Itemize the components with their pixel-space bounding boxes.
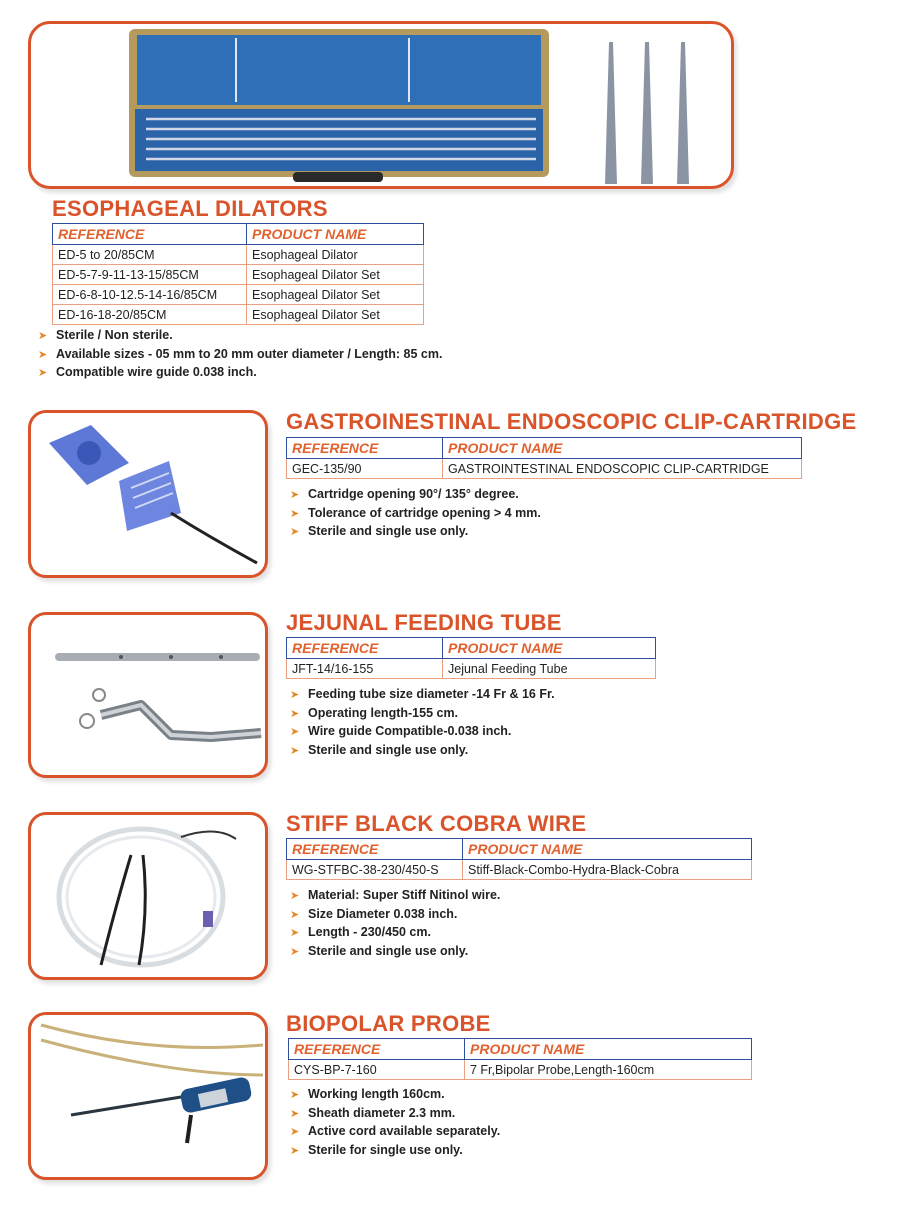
reference-cell: ED-5 to 20/85CM — [53, 245, 247, 265]
list-item: ➤ Cartridge opening 90°/ 135° degree. — [290, 485, 541, 504]
table-header-row — [287, 839, 752, 860]
bipolar-probe-features — [290, 1085, 500, 1160]
list-item: ➤ Material: Super Stiff Nitinol wire. — [290, 886, 500, 905]
arrow-bullet-icon: ➤ — [290, 890, 300, 902]
list-item: ➤ Operating length-155 cm. — [290, 704, 555, 723]
list-item: ➤ Available sizes - 05 mm to 20 mm outer diameter / Length: 85 cm. — [38, 345, 442, 364]
list-item: ➤ Wire guide Compatible-0.038 inch. — [290, 722, 555, 741]
arrow-bullet-icon: ➤ — [38, 367, 48, 380]
cobra-wire-image — [28, 812, 268, 980]
arrow-bullet-icon: ➤ — [290, 689, 300, 701]
jejunal-feeding-tube-image — [28, 612, 268, 778]
arrow-bullet-icon: ➤ — [38, 330, 48, 342]
product-name-cell: Jejunal Feeding Tube — [443, 659, 656, 679]
reference-cell: WG-STFBC-38-230/450-S — [287, 860, 463, 880]
coiled-wire-illustration — [31, 815, 265, 977]
reference-cell: ED-5-7-9-11-13-15/85CM — [53, 265, 247, 285]
table-row — [53, 305, 424, 325]
column-header-reference: REFERENCE — [53, 224, 247, 245]
list-item: ➤ Size Diameter 0.038 inch. — [290, 905, 500, 924]
bipolar-probe-image — [28, 1012, 268, 1180]
list-item: ➤ Feeding tube size diameter -14 Fr & 16 Fr. — [290, 685, 555, 704]
reference-cell: ED-16-18-20/85CM — [53, 305, 247, 325]
arrow-bullet-icon: ➤ — [290, 1126, 300, 1139]
column-header-product-name: PRODUCT NAME — [247, 224, 424, 245]
feeding-tube-illustration — [31, 615, 265, 775]
table-row — [53, 285, 424, 305]
table-row — [53, 265, 424, 285]
table-row — [53, 245, 424, 265]
list-item: ➤ Sterile / Non sterile. — [38, 326, 442, 345]
column-header-reference: REFERENCE — [287, 438, 443, 459]
section-title-clip-cartridge: GASTROINESTINAL ENDOSCOPIC CLIP-CARTRIDGE — [286, 409, 857, 434]
arrow-bullet-icon: ➤ — [290, 745, 300, 758]
product-name-cell: Esophageal Dilator Set — [247, 285, 424, 305]
product-name-cell: Esophageal Dilator Set — [247, 305, 424, 325]
section-title-esophageal-dilators: ESOPHAGEAL DILATORS — [52, 196, 328, 221]
dilator-case-illustration — [31, 24, 731, 186]
list-item: ➤ Sterile and single use only. — [290, 942, 500, 961]
list-item: ➤ Sheath diameter 2.3 mm. — [290, 1104, 500, 1123]
clip-cartridge-features — [290, 485, 541, 541]
list-item: ➤ Sterile and single use only. — [290, 741, 555, 760]
product-name-cell: GASTROINTESTINAL ENDOSCOPIC CLIP-CARTRIDGE — [443, 459, 802, 479]
arrow-bullet-icon: ➤ — [290, 946, 300, 959]
column-header-reference: REFERENCE — [287, 839, 463, 860]
clip-cartridge-table — [286, 437, 802, 479]
arrow-bullet-icon: ➤ — [290, 1145, 300, 1158]
arrow-bullet-icon: ➤ — [290, 908, 300, 921]
list-item: ➤ Active cord available separately. — [290, 1122, 500, 1141]
list-item: ➤ Length - 230/450 cm. — [290, 923, 500, 942]
bipolar-probe-table — [288, 1038, 752, 1080]
arrow-bullet-icon: ➤ — [290, 1107, 300, 1120]
arrow-bullet-icon: ➤ — [290, 726, 300, 739]
list-item: ➤ Sterile for single use only. — [290, 1141, 500, 1160]
esophageal-dilators-features — [38, 326, 442, 382]
reference-cell: GEC-135/90 — [287, 459, 443, 479]
table-header-row — [287, 638, 656, 659]
list-item: ➤ Compatible wire guide 0.038 inch. — [38, 363, 442, 382]
list-item: ➤ Sterile and single use only. — [290, 522, 541, 541]
cobra-wire-features — [290, 886, 500, 961]
arrow-bullet-icon: ➤ — [290, 927, 300, 940]
reference-cell: ED-6-8-10-12.5-14-16/85CM — [53, 285, 247, 305]
jejunal-feeding-tube-features — [290, 685, 555, 760]
table-row — [289, 1060, 752, 1080]
product-name-cell: Esophageal Dilator Set — [247, 265, 424, 285]
clip-cartridge-image — [28, 410, 268, 578]
column-header-product-name: PRODUCT NAME — [463, 839, 752, 860]
arrow-bullet-icon: ➤ — [38, 348, 48, 361]
section-title-bipolar-probe: BIOPOLAR PROBE — [286, 1011, 491, 1036]
arrow-bullet-icon: ➤ — [290, 526, 300, 539]
arrow-bullet-icon: ➤ — [290, 507, 300, 520]
column-header-product-name: PRODUCT NAME — [443, 638, 656, 659]
esophageal-dilators-table — [52, 223, 424, 325]
product-name-cell: 7 Fr,Bipolar Probe,Length-160cm — [465, 1060, 752, 1080]
table-header-row — [287, 438, 802, 459]
column-header-reference: REFERENCE — [289, 1039, 465, 1060]
clip-cartridge-illustration — [31, 413, 265, 575]
jejunal-feeding-tube-table — [286, 637, 656, 679]
list-item: ➤ Tolerance of cartridge opening > 4 mm. — [290, 504, 541, 523]
section-title-cobra-wire: STIFF BLACK COBRA WIRE — [286, 811, 587, 836]
column-header-product-name: PRODUCT NAME — [443, 438, 802, 459]
arrow-bullet-icon: ➤ — [290, 707, 300, 720]
column-header-reference: REFERENCE — [287, 638, 443, 659]
bipolar-probe-illustration — [31, 1015, 265, 1177]
table-header-row — [53, 224, 424, 245]
table-row — [287, 459, 802, 479]
product-name-cell: Stiff-Black-Combo-Hydra-Black-Cobra — [463, 860, 752, 880]
cobra-wire-table — [286, 838, 752, 880]
product-name-cell: Esophageal Dilator — [247, 245, 424, 265]
arrow-bullet-icon: ➤ — [290, 1089, 300, 1101]
arrow-bullet-icon: ➤ — [290, 489, 300, 501]
table-row — [287, 860, 752, 880]
section-title-jejunal-feeding-tube: JEJUNAL FEEDING TUBE — [286, 610, 562, 635]
column-header-product-name: PRODUCT NAME — [465, 1039, 752, 1060]
esophageal-dilators-image — [28, 21, 734, 189]
table-header-row — [289, 1039, 752, 1060]
reference-cell: CYS-BP-7-160 — [289, 1060, 465, 1080]
reference-cell: JFT-14/16-155 — [287, 659, 443, 679]
list-item: ➤ Working length 160cm. — [290, 1085, 500, 1104]
table-row — [287, 659, 656, 679]
